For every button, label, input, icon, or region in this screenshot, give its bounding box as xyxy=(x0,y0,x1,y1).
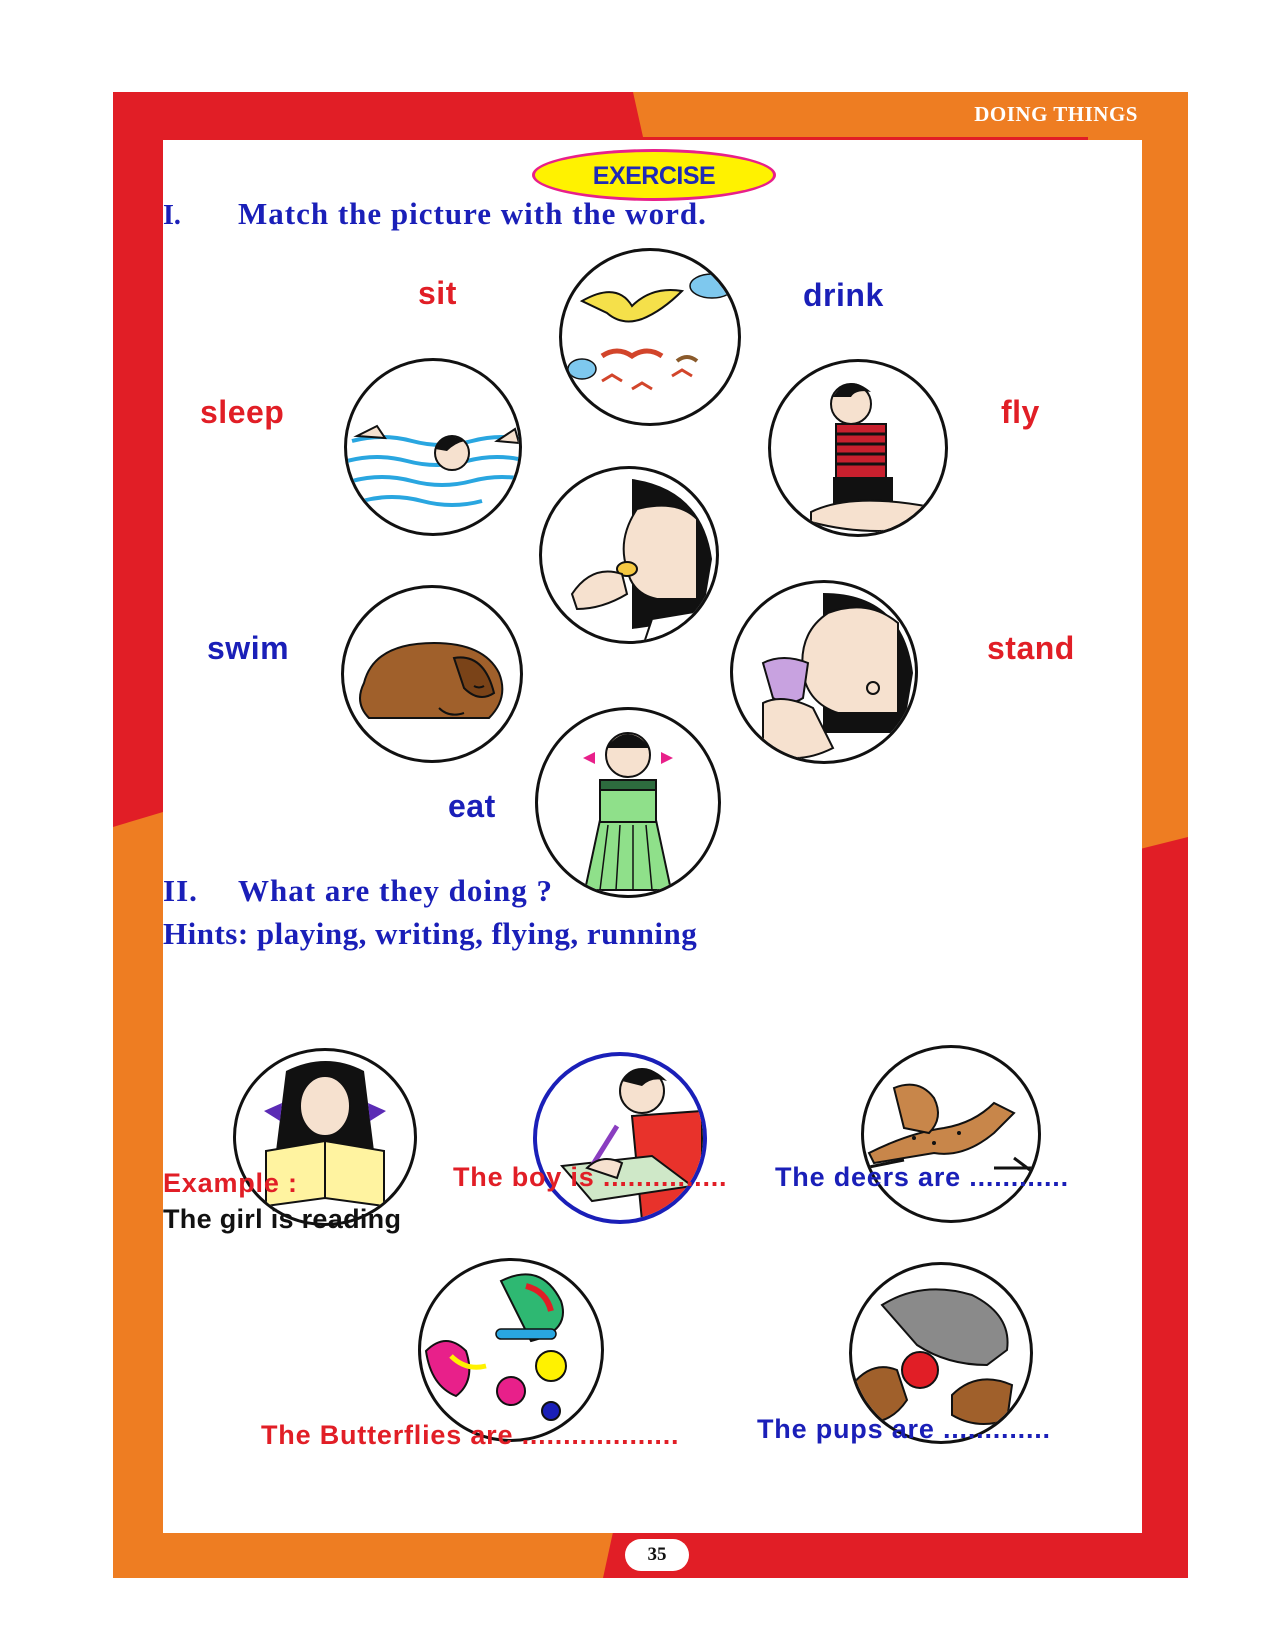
section-1-instruction: Match the picture with the word. xyxy=(238,196,707,231)
section-2-number: II. xyxy=(163,873,198,908)
caption-deers: The deers are ............ xyxy=(775,1162,1069,1192)
page-number: 35 xyxy=(625,1539,689,1571)
picture-birds xyxy=(559,248,741,426)
caption-butterflies: The Butterflies are ................... xyxy=(261,1420,680,1450)
caption-pups: The pups are ............. xyxy=(757,1414,1051,1444)
caption-boy: The boy is ............... xyxy=(453,1162,728,1192)
content-panel xyxy=(163,140,1142,1533)
picture-standing xyxy=(535,707,721,898)
girl-standing-icon xyxy=(538,710,718,895)
picture-swimming xyxy=(344,358,522,536)
butterflies-flying-icon xyxy=(421,1261,601,1439)
word-sleep: sleep xyxy=(200,394,285,430)
boy-swimming-icon xyxy=(347,361,519,533)
picture-drinking xyxy=(730,580,918,764)
word-eat: eat xyxy=(448,788,496,824)
exercise-label: EXERCISE xyxy=(592,162,716,190)
example-text: The girl is reading xyxy=(163,1204,402,1234)
exercise-badge xyxy=(535,152,773,198)
woman-drinking-icon xyxy=(733,583,915,761)
boy-sitting-icon xyxy=(771,362,945,534)
word-stand: stand xyxy=(987,630,1075,666)
word-drink: drink xyxy=(803,277,884,313)
picture-sitting xyxy=(768,359,948,537)
section-1-number: I. xyxy=(163,200,181,231)
section-2-hints: Hints: playing, writing, flying, running xyxy=(163,916,698,951)
chapter-title: DOING THINGS xyxy=(974,102,1138,126)
section-2-question: What are they doing ? xyxy=(238,873,553,908)
boy-writing-icon xyxy=(537,1056,703,1220)
word-sit: sit xyxy=(418,275,457,311)
word-swim: swim xyxy=(207,630,290,666)
picture-deers xyxy=(861,1045,1041,1223)
picture-eating xyxy=(539,466,719,644)
picture-butterflies xyxy=(418,1258,604,1442)
picture-sleeping-dog xyxy=(341,585,523,763)
example-label: Example : xyxy=(163,1168,298,1198)
girl-eating-icon xyxy=(542,469,716,641)
dog-sleeping-icon xyxy=(344,588,520,760)
deers-running-icon xyxy=(864,1048,1038,1220)
word-fly: fly xyxy=(1001,394,1040,430)
picture-reading xyxy=(233,1048,417,1226)
picture-writing xyxy=(533,1052,707,1224)
birds-flying-icon xyxy=(562,251,738,423)
